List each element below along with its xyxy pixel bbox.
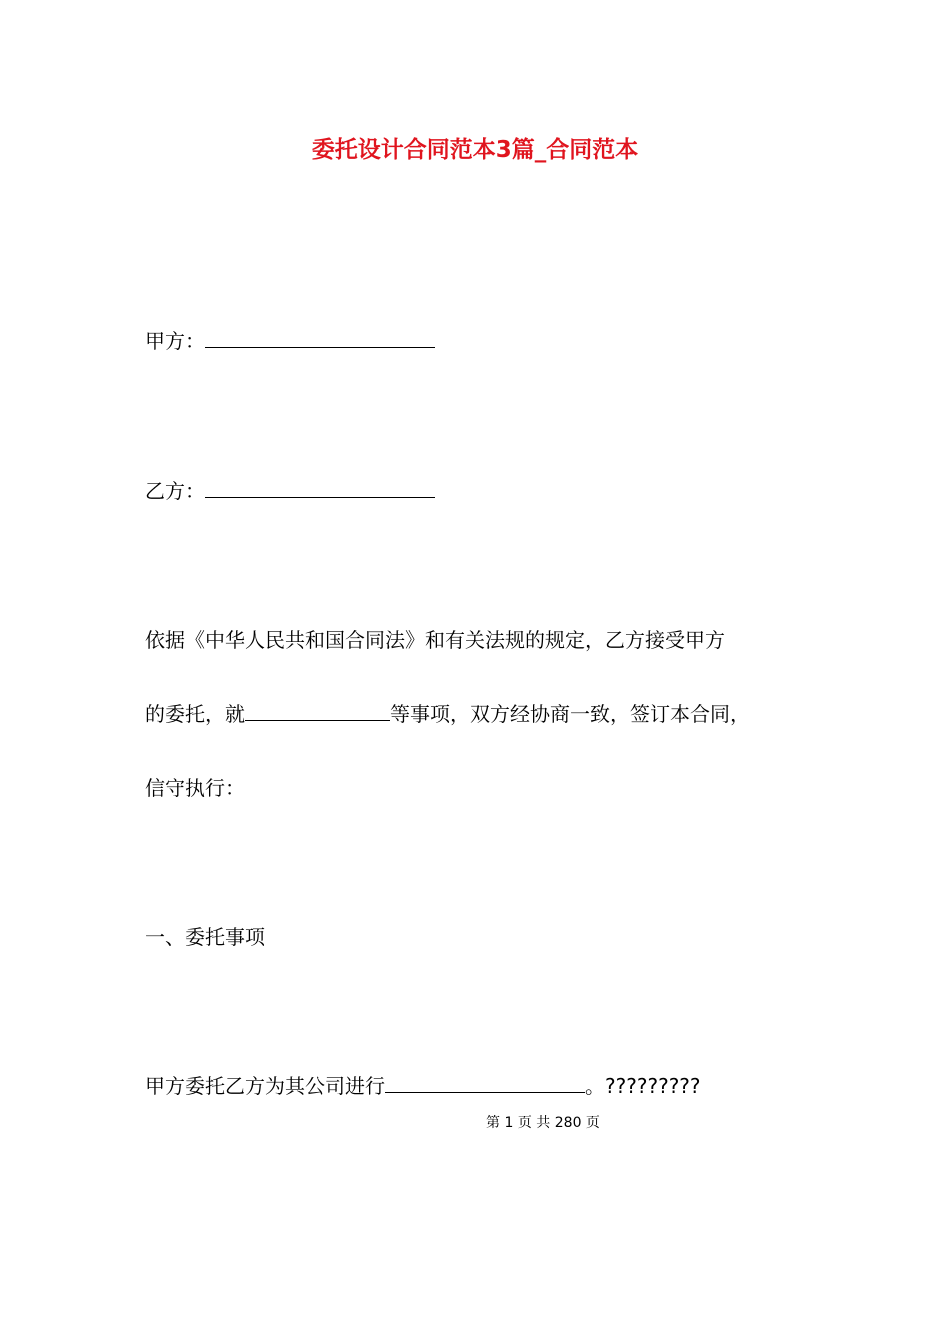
matter-blank [245,700,390,721]
section-1-line [145,1071,701,1101]
section-1-heading: 一、委托事项 [145,925,265,949]
intro-line-2-before: 的委托，就 [145,702,245,726]
party-b-blank [205,477,435,498]
party-a-line [145,326,435,356]
section-1-line-after: 。????????? [585,1074,701,1098]
document-title: 委托设计合同范本3篇_合同范本 [311,137,639,163]
page-footer: 第 1 页 共 280 页 [486,1115,600,1131]
project-blank [385,1072,585,1093]
party-a-blank [205,327,435,348]
intro-line-2 [145,699,750,729]
party-b-line [145,476,435,506]
intro-line-1: 依据《中华人民共和国合同法》和有关法规的规定，乙方接受甲方 [145,628,725,652]
section-1-line-before: 甲方委托乙方为其公司进行 [145,1074,385,1098]
intro-line-3: 信守执行： [145,776,245,800]
party-a-label: 甲方： [145,329,205,353]
party-b-label: 乙方： [145,479,205,503]
intro-line-2-after: 等事项，双方经协商一致，签订本合同， [390,702,750,726]
